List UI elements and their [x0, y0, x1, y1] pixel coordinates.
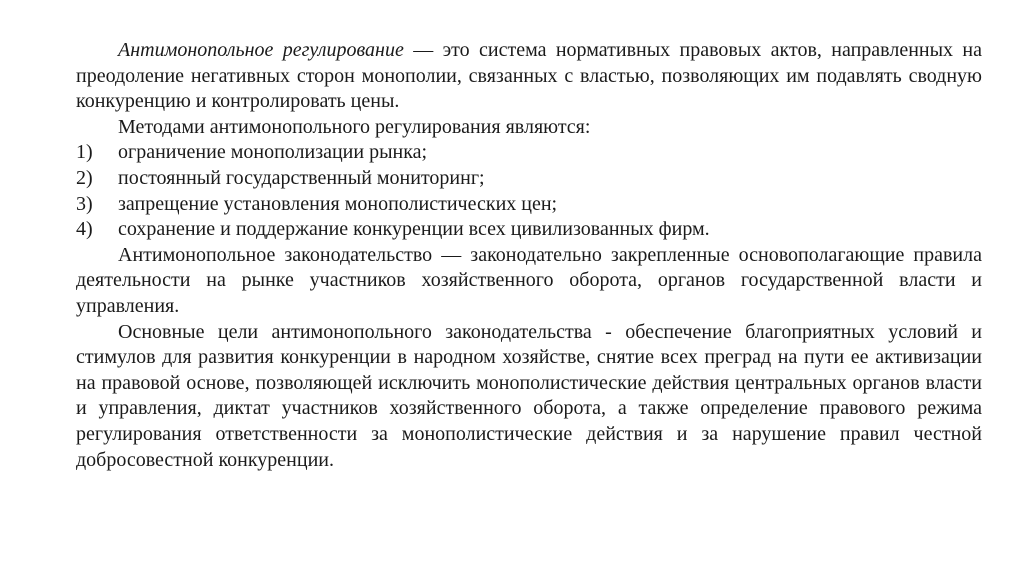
- list-item-text: запрещение установления монополистических цен;: [118, 192, 558, 215]
- list-item: [76, 140, 982, 166]
- list-item-text: постоянный государственный мониторинг;: [118, 166, 485, 189]
- list-item-number: 2): [76, 166, 93, 189]
- list-item-number: 4): [76, 218, 93, 241]
- definition-paragraph-legislation: Антимонопольное законодательство — законодательно закрепленные основополагающие правила деятельности на рынке участников хозяйственного оборота, органов государственной власти и управления.: [76, 243, 982, 317]
- list-item: [76, 217, 982, 243]
- list-item-text: ограничение монополизации рынка;: [118, 141, 428, 164]
- methods-list: [76, 140, 982, 242]
- list-item: [76, 192, 982, 218]
- term-antimonopoly-regulation: Антимонопольное регулирование: [118, 39, 404, 61]
- definition-regulation-text: — это система нормативных правовых актов, направленных на преодоление негативных сторон монополии, связанных с властью, позволяющих им подавлять сводную конкуренцию и контролировать цены.: [76, 39, 982, 113]
- goals-paragraph: Основные цели антимонопольного законодательства - обеспечение благоприятных условий и стимулов для развития конкуренции в народном хозяйстве, снятие всех преград на пути ее активизации на правовой основе, позволяющей исключить монополистические действия центральных органов власти и управления, диктат участников хозяйственного оборота, а также определение правового режима регулирования ответственности за монополистические действия и за нарушение правил честной добросовестной конкуренции.: [76, 320, 982, 471]
- list-item: [76, 166, 982, 192]
- list-item-number: 1): [76, 141, 93, 164]
- methods-intro: Методами антимонопольного регулирования являются:: [118, 115, 591, 138]
- list-item-number: 3): [76, 192, 93, 215]
- definition-paragraph-regulation: [76, 38, 982, 115]
- document-page: [76, 38, 982, 473]
- list-item-text: сохранение и поддержание конкуренции всех цивилизованных фирм.: [118, 218, 710, 241]
